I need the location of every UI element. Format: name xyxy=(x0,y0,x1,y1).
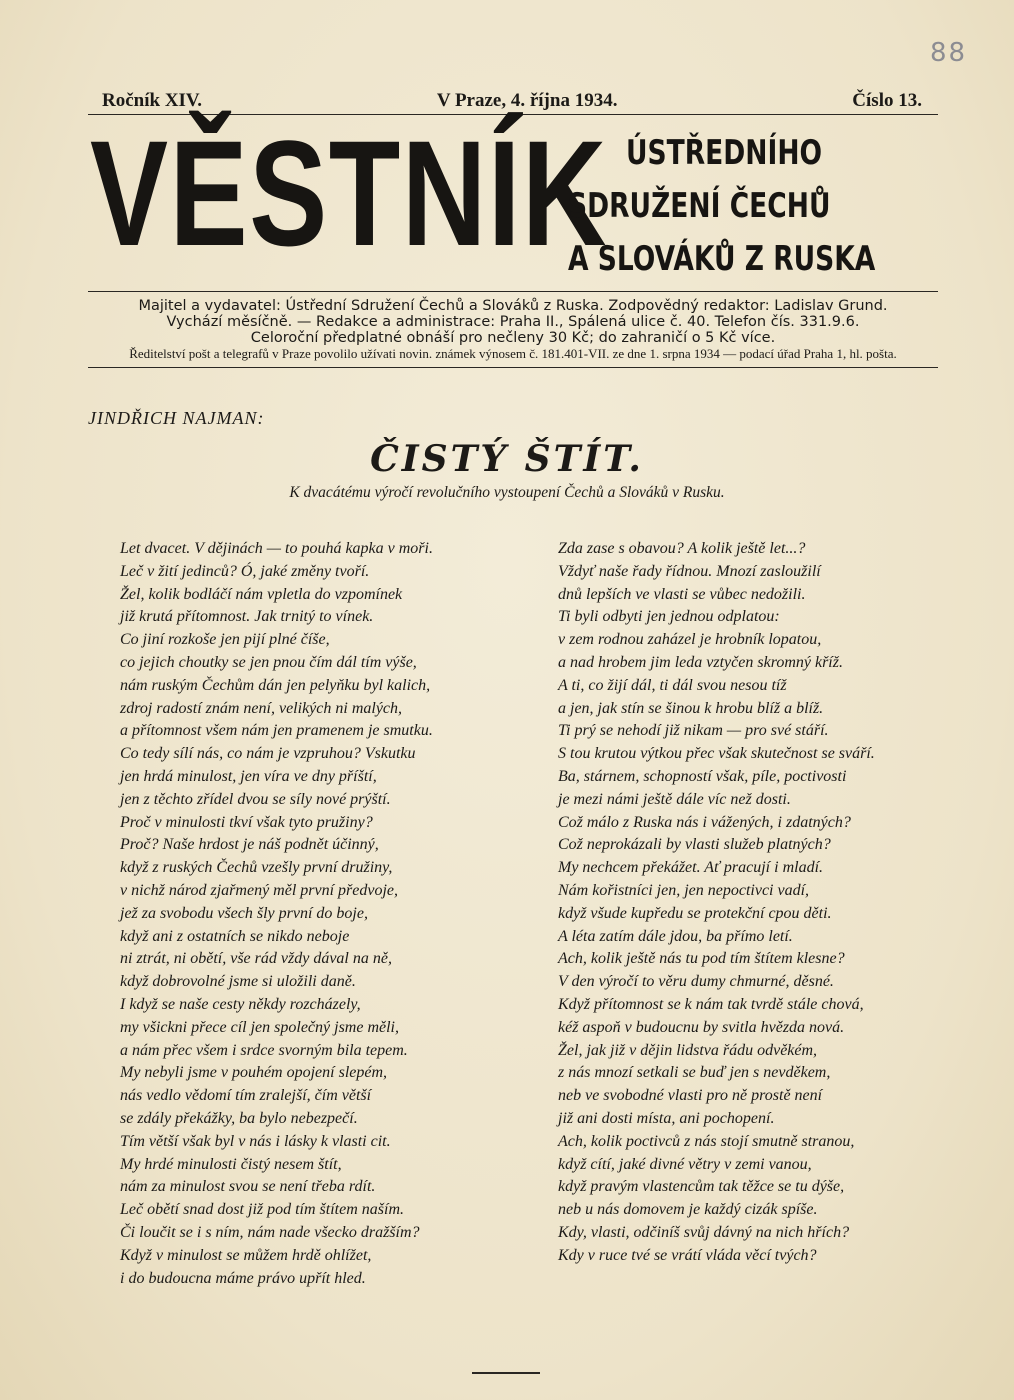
end-rule xyxy=(472,1372,540,1374)
masthead-subtitle-3: A SLOVÁKŮ Z RUSKA xyxy=(568,239,876,279)
poem-line: Když v minulost se můžem hrdě ohlížet, xyxy=(120,1246,372,1264)
poem-line: neb u nás domovem je každý cizák spíše. xyxy=(558,1201,818,1219)
poem-line: nás vedlo vědomí tím zralejší, čím větší xyxy=(120,1087,372,1105)
volume-label: Ročník XIV. xyxy=(102,90,202,111)
masthead-rule xyxy=(88,291,938,292)
poem-line: když ani z ostatních se nikdo neboje xyxy=(120,927,350,945)
poem-line: my všickni přece cíl jen společný jsme měli, xyxy=(120,1018,399,1036)
poem-line: Ti byli odbyti jen jednou odplatou: xyxy=(558,608,780,626)
pencil-annotation: 88 xyxy=(930,38,968,68)
masthead-subtitle-1: ÚSTŘEDNÍHO xyxy=(626,133,823,173)
poem-line: Žel, jak již v dějin lidstva řádu odvěkém, xyxy=(558,1041,818,1059)
poem-line: Leč obětí snad dost již pod tím štítem naším. xyxy=(120,1201,404,1219)
poem-line: Či loučit se i s ním, nám nade všecko dražším? xyxy=(120,1223,420,1241)
poem-line: Leč v žití jedinců? Ó, jaké změny tvoří. xyxy=(120,562,370,580)
imprint-rule xyxy=(88,367,938,368)
poem-line: a nad hrobem jim leda vztyčen skromný kříž. xyxy=(558,653,843,671)
poem-column-left xyxy=(120,538,433,1290)
poem-line: Vždyť naše řady řídnou. Mnozí zasloužilí xyxy=(558,562,821,580)
poem-line: když pravým vlastencům tak těžce se tu dýše, xyxy=(558,1178,845,1196)
poem-line: když cítí, jaké divné větry v zemi vanou, xyxy=(558,1155,812,1173)
poem-line: Když přítomnost se k nám tak tvrdě stále chová, xyxy=(558,995,864,1013)
poem-line: ni ztrát, ni obětí, vše rád vždy dával na ně, xyxy=(120,950,392,968)
masthead-title: VĚSTNÍK xyxy=(90,109,609,277)
imprint-line-2: Vychází měsíčně. — Redakce a administrace: Praha II., Spálená ulice č. 40. Telefon čís. 331.9.6. xyxy=(166,314,860,330)
poem-line: Kdy v ruce tvé se vrátí vláda věcí tvých? xyxy=(558,1246,817,1264)
poem-line: a přítomnost všem nám jen pramenem je smutku. xyxy=(120,722,433,740)
poem-line: když všude kupředu se protekční cpou děti. xyxy=(558,904,832,922)
poem-line: A léta zatím dále jdou, ba přímo letí. xyxy=(558,927,793,945)
poem-line: Ach, kolik ještě nás tu pod tím štítem klesne? xyxy=(558,950,845,968)
poem-line: již krutá přítomnost. Jak trnitý to vínek. xyxy=(120,608,374,626)
imprint-block xyxy=(88,298,938,362)
poem-line: Kdy, vlasti, odčiníš svůj dávný na nich hřích? xyxy=(558,1223,850,1241)
article-title: ČISTÝ ŠTÍT. xyxy=(370,438,644,480)
poem-line: když z ruských Čechů vzešly první družiny, xyxy=(120,859,393,877)
article-author: JINDŘICH NAJMAN: xyxy=(88,408,265,428)
poem-line: I když se naše cesty někdy rozcházely, xyxy=(120,995,361,1013)
imprint-line-3: Celoroční předplatné obnáší pro nečleny 30 Kč; do zahraničí o 5 Kč více. xyxy=(250,330,776,346)
place-date: V Praze, 4. října 1934. xyxy=(436,90,618,111)
poem-line: Proč? Naše hrdost je náš podnět účinný, xyxy=(120,836,379,854)
poem-line: A ti, co žijí dál, ti dál svou nesou tíž xyxy=(558,676,787,694)
poem-line: z nás mnozí setkali se buď jen s nevděkem, xyxy=(558,1064,831,1082)
poem-line: a jen, jak stín se šinou k hrobu blíž a blíž. xyxy=(558,699,824,717)
issue-number: Číslo 13. xyxy=(852,90,922,111)
masthead-subtitle-2: SDRUŽENÍ ČECHŮ xyxy=(568,186,831,226)
poem-line: My nebyli jsme v pouhém opojení slepém, xyxy=(120,1064,388,1082)
poem-line: se zdály překážky, ba bylo nebezpečí. xyxy=(120,1109,358,1127)
poem-line: S tou krutou výtkou přec však skutečnost se sváří. xyxy=(558,745,875,763)
poem-line: Ba, stárnem, schopností však, píle, poctivosti xyxy=(558,767,847,785)
poem-line: Nám kořistníci jen, jen nepoctivci vadí, xyxy=(558,881,810,899)
poem-line: Zda zase s obavou? A kolik ještě let...? xyxy=(558,540,806,557)
poem-line: jen hrdá minulost, jen víra ve dny příští, xyxy=(120,767,377,785)
poem-line: My hrdé minulosti čistý nesem štít, xyxy=(120,1155,342,1173)
poem-column-right xyxy=(558,538,875,1268)
poem-line: i do budoucna máme právo upřít hled. xyxy=(120,1269,366,1287)
poem-line: neb ve svobodné vlasti pro ně prostě není xyxy=(558,1087,823,1105)
poem-line: Tím větší však byl v nás i lásky k vlasti cit. xyxy=(120,1132,391,1150)
poem-line: zdroj radostí znám není, velikých ni malých, xyxy=(120,699,403,717)
poem-line: je mezi námi ještě dále víc než dosti. xyxy=(558,790,791,808)
poem-line: Ti prý se nehodí již nikam — pro své stáří. xyxy=(558,722,829,740)
poem-line: kéž aspoň v budoucnu by svitla hvězda nová. xyxy=(558,1018,845,1036)
poem-line: V den výročí to věru dumy chmurné, děsné. xyxy=(558,973,834,991)
poem-line: dnů lepších ve vlasti se vůbec nedožili. xyxy=(558,585,806,603)
poem-line: v zem rodnou zaházel je hrobník lopatou, xyxy=(558,631,822,649)
article-dedication: K dvacátému výročí revolučního vystoupení Čechů a Slováků v Rusku. xyxy=(289,484,725,501)
poem-line: v nichž národ zjařmený měl první předvoje, xyxy=(120,881,399,899)
poem-line: jen z těchto zřídel dvou se síly nové prýští. xyxy=(120,790,391,808)
poem-line: Ach, kolik poctivců z nás stojí smutně stranou, xyxy=(558,1132,855,1150)
poem-line: Let dvacet. V dějinách — to pouhá kapka v moři. xyxy=(120,540,433,557)
poem-line: Což neprokázali by vlasti služeb platných? xyxy=(558,836,831,854)
imprint-line-1: Majitel a vydavatel: Ústřední Sdružení Čechů a Slováků z Ruska. Zodpovědný redaktor: Ladislav Grund. xyxy=(138,298,888,314)
poem-line: Což málo z Ruska nás i vážených, i zdatných? xyxy=(558,813,851,831)
imprint-line-4: Ředitelství pošt a telegrafů v Praze povolilo užívati novin. známek výnosem č. 181.401-VII. ze dne 1. srpna 1934 — podací úřad Praha 1, hl. pošta. xyxy=(129,346,897,361)
poem-line: Proč v minulosti tkví však tyto pružiny? xyxy=(120,813,373,831)
poem-line: když dobrovolné jsme si uložili daně. xyxy=(120,973,356,991)
poem-line: co jejich choutky se jen pnou čím dál tím výše, xyxy=(120,653,417,671)
poem-line: nám za minulost svou se není třeba rdít. xyxy=(120,1178,376,1196)
poem-line: Co tedy sílí nás, co nám je vzpruhou? Vskutku xyxy=(120,745,416,763)
poem-line: My nechcem překážet. Ať pracují i mladí. xyxy=(558,859,824,877)
poem-line: Co jiní rozkoše jen pijí plné číše, xyxy=(120,631,330,649)
poem-line: jež za svobodu všech šly první do boje, xyxy=(120,904,368,922)
poem-line: nám ruským Čechům dán jen pelyňku byl kalich, xyxy=(120,676,431,694)
poem-line: a nám přec všem i srdce svorným bila tepem. xyxy=(120,1041,408,1059)
poem-line: již ani dosti místa, ani pochopení. xyxy=(558,1109,775,1127)
poem-line: Žel, kolik bodláčí nám vpletla do vzpomínek xyxy=(120,585,403,603)
